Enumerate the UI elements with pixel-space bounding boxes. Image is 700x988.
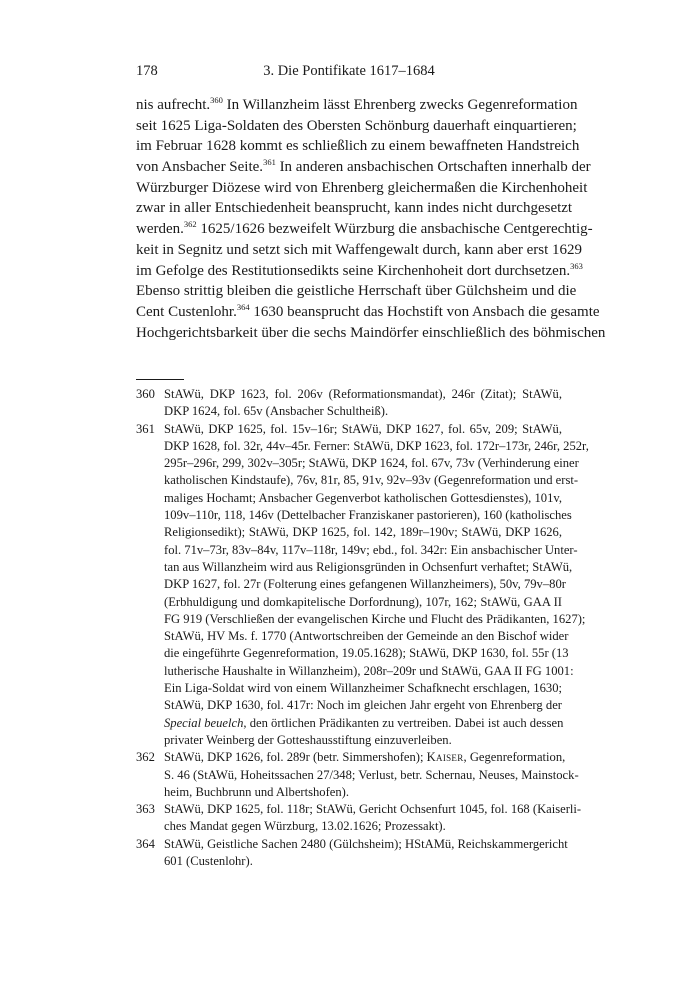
footnote-line: S. 46 (StAWü, Hoheitssachen 27/348; Verlust, betr. Schernau, Neuses, Mainstock-	[164, 767, 579, 782]
body-text-fragment: 1625/1626 bezweifelt Würzburg die ansbachische Centgerechtig-	[196, 221, 593, 238]
footnote-line: FG 919 (Verschließen der evangelischen Kirche und Flucht des Prädikanten, 1627);	[164, 611, 586, 626]
footnote-number: 360	[136, 387, 155, 401]
body-text-fragment: im Gefolge des Restitutionsedikts seine Kirchenhoheit dort durchsetzen.	[136, 262, 571, 279]
footnote-reference: 360	[210, 95, 223, 105]
footnote-line: Ein Liga-Soldat wird von einem Willanzheimer Schafknecht erschlagen, 1630;	[164, 681, 562, 696]
body-text-fragment: nis aufrecht.	[136, 97, 211, 113]
footnote-line: StAWü, DKP 1630, fol. 417r: Noch im gleichen Jahr ergeht von Ehrenberg der	[164, 698, 562, 713]
footnote	[136, 421, 589, 750]
body-text-fragment: im Februar 1628 kommt es schließlich zu einem bewaffneten Handstreich	[136, 138, 580, 155]
body-line	[136, 281, 577, 302]
footnote-line: 601 (Custenlohr).	[164, 854, 253, 869]
footnote-line: StAWü, DKP 1625, fol. 15v–16r; StAWü, DKP 1627, fol. 65v, 209; StAWü,	[164, 421, 562, 436]
footnote-line: ches Mandat gegen Würzburg, 13.02.1626; Prozessakt).	[164, 819, 446, 834]
body-line	[136, 219, 593, 240]
footnote-reference: 364	[236, 301, 250, 312]
footnote-line: Special beuelch, den örtlichen Prädikanten zu vertreiben. Dabei ist auch dessen	[164, 715, 564, 730]
body-text-fragment: In Willanzheim lässt Ehrenberg zwecks Gegenreformation	[222, 97, 578, 113]
footnote-line: StAWü, DKP 1623, fol. 206v (Reformationsmandat), 246r (Zitat); StAWü,	[164, 387, 562, 401]
footnote-reference: 363	[570, 260, 583, 271]
footnote-line: 295r–296r, 299, 302v–305r; StAWü, DKP 1624, fol. 67v, 73v (Verhinderung einer	[164, 456, 579, 471]
footnote-line: StAWü, Geistliche Sachen 2480 (Gülchsheim); HStAMü, Reichskammergericht	[164, 836, 568, 851]
footnote-line: maliges Hochamt; Ansbacher Gegenverbot katholischen Gottesdienstes), 101v,	[164, 490, 562, 505]
footnote-separator	[136, 379, 184, 380]
body-text-fragment: keit in Segnitz und setzt sich mit Waffengewalt durch, kann aber erst 1629	[136, 241, 583, 258]
footnote	[136, 836, 568, 871]
body-line	[136, 301, 600, 323]
footnote-line: DKP 1624, fol. 65v (Ansbacher Schultheiß).	[164, 404, 389, 419]
body-text-fragment: Ebenso strittig bleiben die geistliche Herrschaft über Gülchsheim und die	[136, 283, 577, 300]
footnote	[136, 749, 579, 801]
body-line	[136, 178, 588, 199]
body-text-fragment: Hochgerichtsbarkeit über die sechs Maindörfer einschließlich des böhmischen	[136, 324, 606, 341]
footnote-line: fol. 71v–73r, 83v–84v, 117v–118r, 149v; ebd., fol. 342r: Ein ansbachischer Unter-	[164, 542, 578, 557]
footnote	[136, 386, 562, 421]
body-text	[136, 95, 606, 343]
body-line	[136, 323, 606, 344]
footnote	[136, 801, 582, 836]
body-text-fragment: zwar in aller Entschiedenheit beansprucht, kann indes nicht durchgesetzt	[136, 200, 573, 217]
footnote-line: katholischen Kindstaufe), 76v, 81r, 85, 91v, 92v–93v (Gegenreformation und erst-	[164, 473, 579, 488]
footnote-line: die eingeführte Gegenreformation, 19.05.1628); StAWü, DKP 1630, fol. 55r (13	[164, 646, 569, 661]
body-line	[136, 116, 577, 137]
page-number: 178	[136, 63, 158, 79]
page-header	[136, 62, 562, 80]
footnote-line: heim, Buchbrunn und Albertshofen).	[164, 784, 350, 799]
footnote-line: DKP 1628, fol. 32r, 44v–45r. Ferner: StAWü, DKP 1623, fol. 172r–173r, 246r, 252r,	[164, 438, 589, 453]
footnote-reference: 361	[263, 157, 276, 168]
body-text-fragment: Cent Custenlohr.	[136, 303, 237, 320]
body-line	[136, 198, 573, 219]
footnote-line: StAWü, HV Ms. f. 1770 (Antwortschreiben der Gemeinde an den Bischof wider	[164, 629, 569, 644]
body-line	[136, 240, 583, 261]
footnote-line: 109v–110r, 118, 146v (Dettelbacher Franziskaner pastorieren), 160 (katholisches	[164, 508, 572, 523]
body-text-fragment: Würzburger Diözese wird von Ehrenberg gleichermaßen die Kirchenhoheit	[136, 179, 588, 196]
footnote-line: StAWü, DKP 1626, fol. 289r (betr. Simmershofen); Kaiser, Gegenreformation,	[164, 750, 566, 765]
body-text-fragment: von Ansbacher Seite.	[136, 159, 264, 176]
body-text-fragment: werden.	[136, 221, 184, 238]
footnote-line: StAWü, DKP 1625, fol. 118r; StAWü, Gericht Ochsenfurt 1045, fol. 168 (Kaiserli-	[164, 802, 582, 817]
body-text-fragment: seit 1625 Liga-Soldaten des Obersten Schönburg dauerhaft einquartieren;	[136, 117, 577, 134]
body-line	[136, 260, 583, 282]
footnote-number: 364	[136, 836, 155, 851]
body-line	[136, 136, 580, 157]
footnote-reference: 362	[183, 219, 197, 230]
footnote-line: tan aus Willanzheim wird aus Religionsgründen in Ochsenfurt verhaftet; StAWü,	[164, 559, 573, 574]
body-text-fragment: In anderen ansbachischen Ortschaften innerhalb der	[275, 159, 591, 176]
footnotes	[136, 386, 589, 870]
footnote-line: privater Weinberg der Gotteshausstiftung einzuverleiben.	[164, 732, 452, 747]
footnote-line: (Erbhuldigung und domkapitelische Dorfordnung), 107r, 162; StAWü, GAA II	[164, 594, 562, 609]
footnote-number: 361	[136, 421, 155, 436]
body-line	[136, 157, 591, 178]
running-title: 3. Die Pontifikate 1617–1684	[263, 63, 435, 79]
footnote-line: Religionsedikt); StAWü, DKP 1625, fol. 142, 189r–190v; StAWü, DKP 1626,	[164, 525, 562, 540]
footnote-number: 363	[136, 802, 155, 817]
footnote-number: 362	[136, 750, 155, 765]
body-text-fragment: 1630 beansprucht das Hochstift von Ansbach die gesamte	[249, 303, 600, 320]
footnote-line: DKP 1627, fol. 27r (Folterung eines gefangenen Willanzheimers), 50v, 79v–80r	[164, 577, 566, 592]
body-line	[136, 95, 578, 116]
footnote-line: lutherische Haushalte in Willanzheim), 208r–209r und StAWü, GAA II FG 1001:	[164, 663, 574, 678]
